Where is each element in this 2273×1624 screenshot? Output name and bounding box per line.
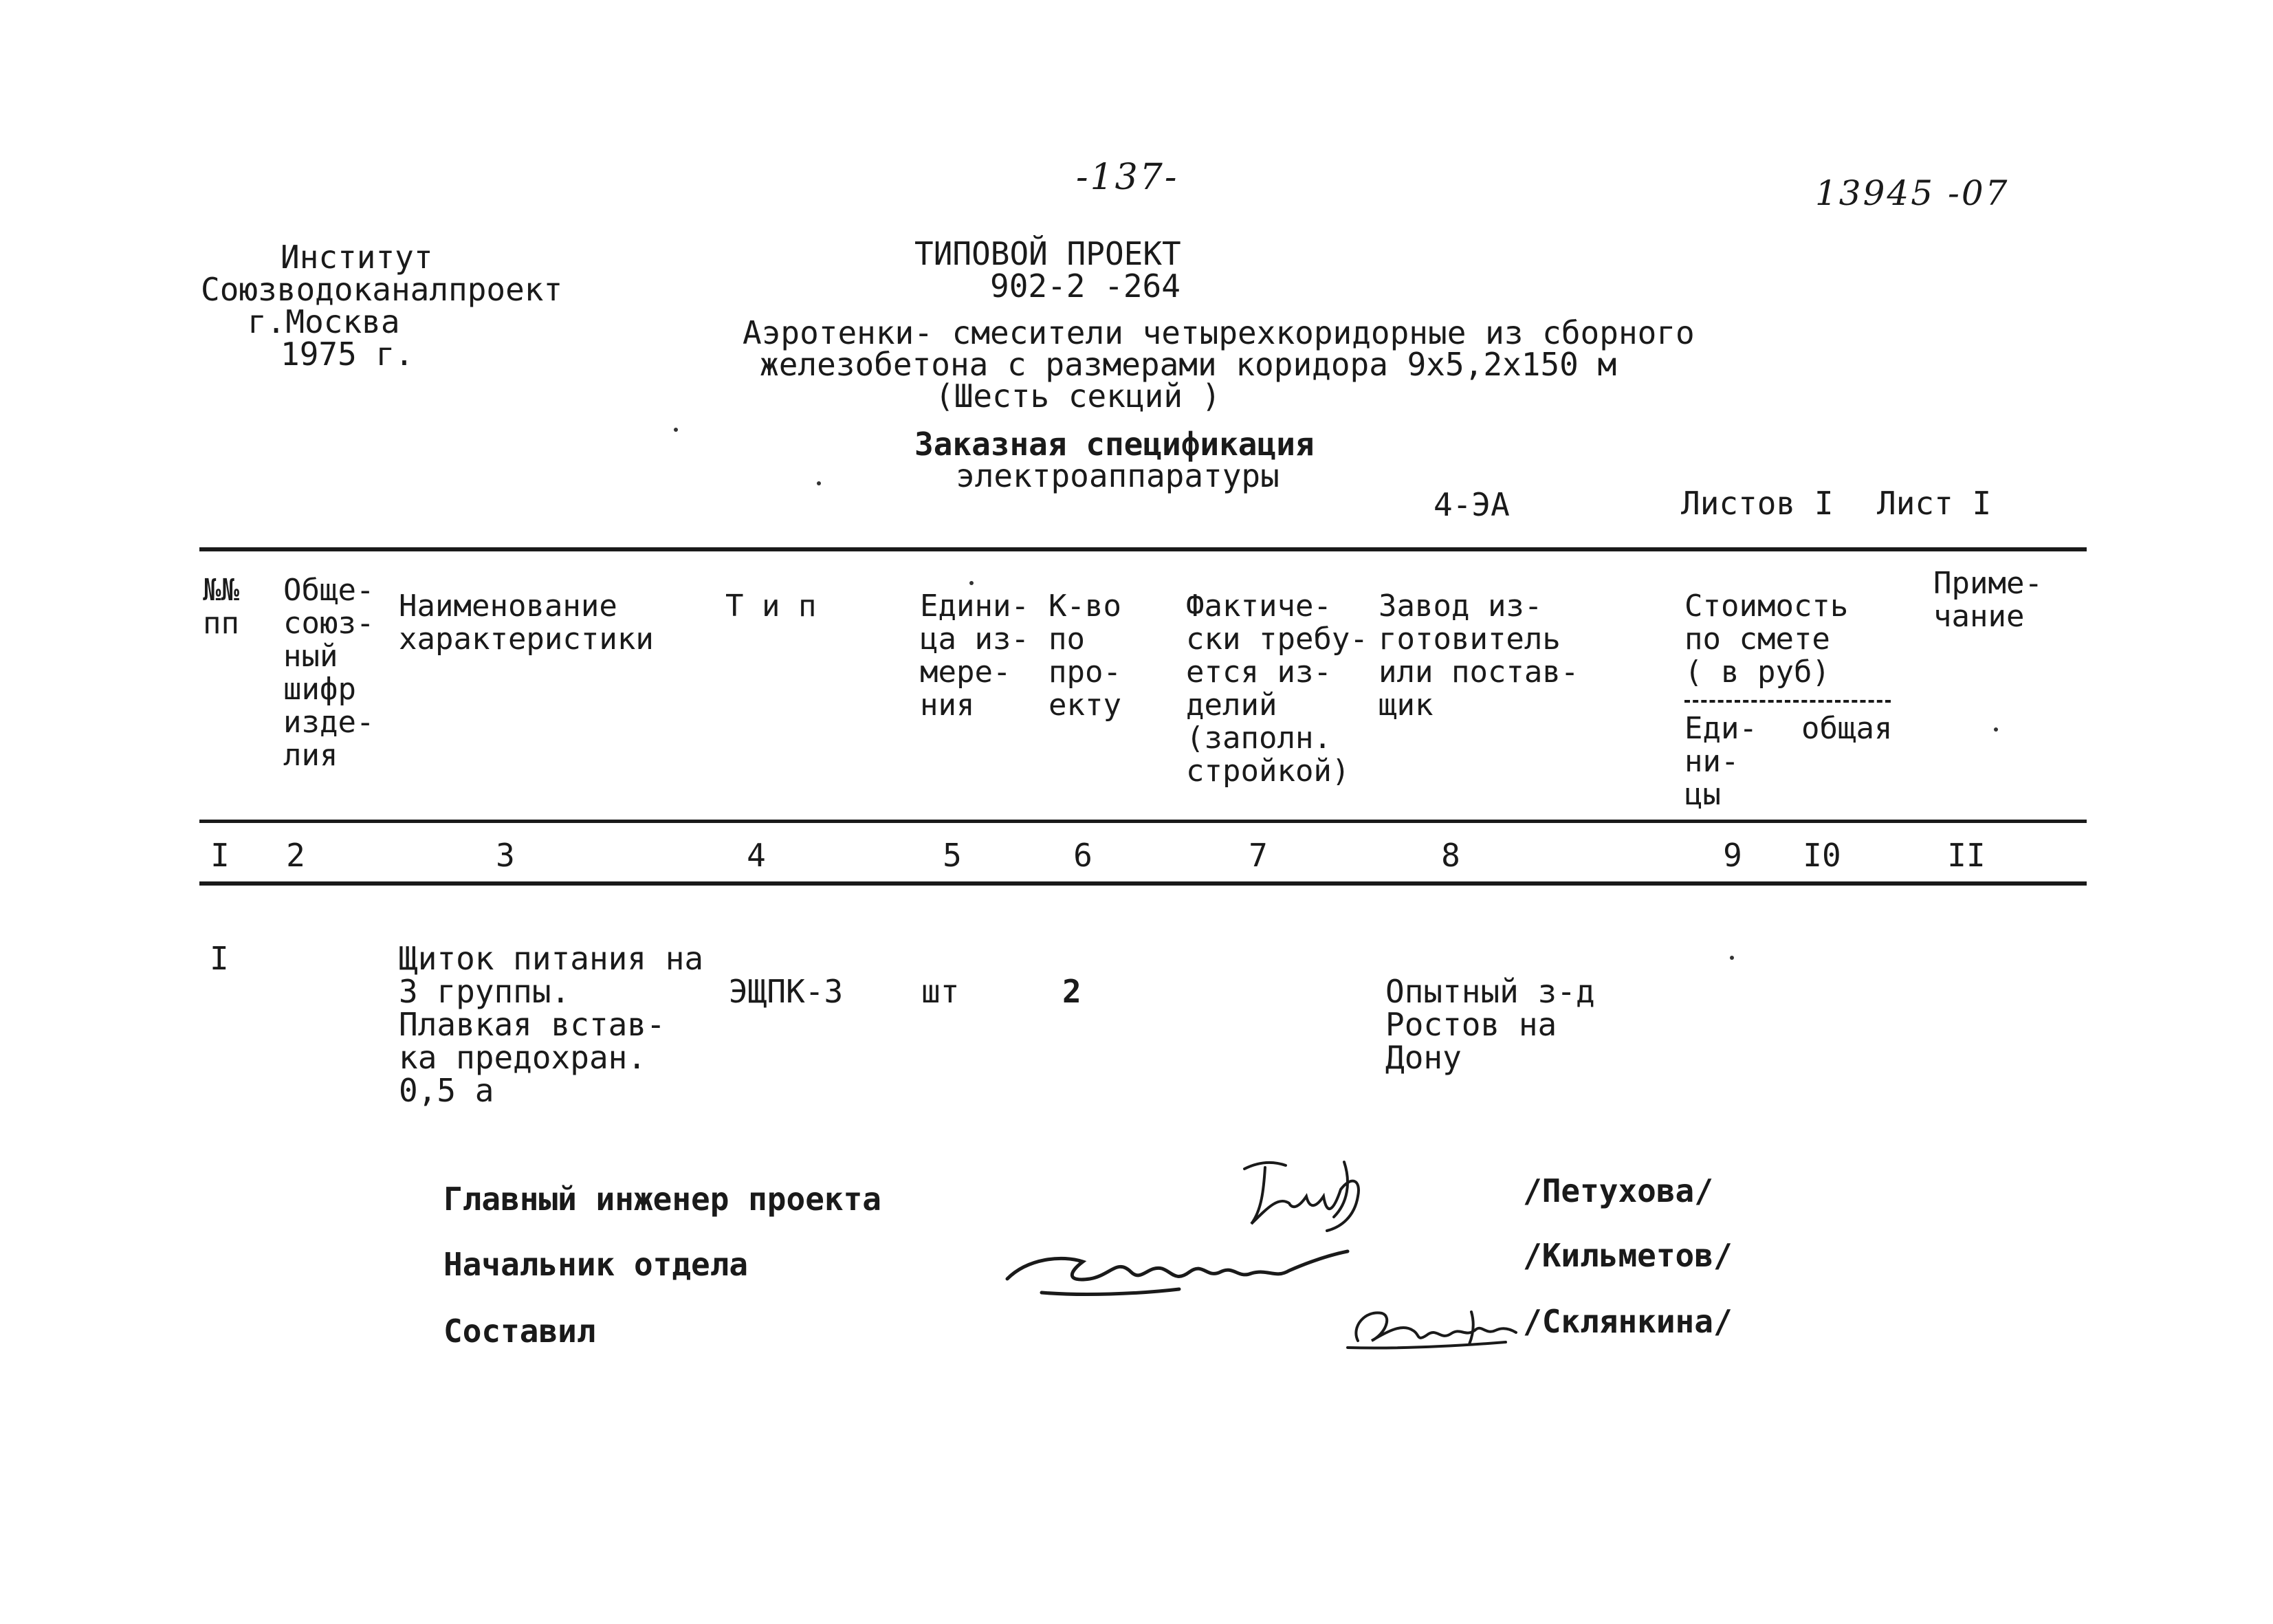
institute-line1: Институт: [281, 239, 433, 276]
project-label: ТИПОВОЙ ПРОЕКТ: [914, 235, 1181, 272]
column-number: 4: [747, 837, 766, 874]
handwritten-signature-compiler: [1337, 1293, 1523, 1358]
column-number: II: [1947, 837, 1986, 874]
spec-title-line2: электроаппаратуры: [956, 457, 1280, 494]
column-number: 3: [496, 837, 515, 874]
header-qty: К-во по про- екту: [1048, 589, 1121, 723]
column-number: I0: [1803, 837, 1841, 874]
row-num: I: [210, 940, 229, 977]
row-supplier: Опытный з-д Ростов на Дону: [1385, 973, 1595, 1076]
scan-speck: [1994, 727, 1998, 732]
header-price: Стоимость по смете ( в руб): [1684, 589, 1849, 690]
row-unit: шт: [921, 973, 960, 1010]
column-number: 7: [1249, 837, 1268, 874]
header-supplier: Завод из- готовитель или постав- щик: [1379, 589, 1579, 723]
row-qty: 2: [1062, 973, 1081, 1010]
institute-city: г.Москва: [248, 303, 400, 340]
scan-speck: [817, 481, 821, 485]
project-title-line1: Аэротенки- смесители четырехкоридорные из сборного: [743, 314, 1695, 351]
signature-role-compiler: Составил: [443, 1313, 596, 1350]
handwritten-signature-chief-engineer: [1231, 1141, 1389, 1244]
scan-speck: [674, 428, 678, 432]
column-numbers-rule: [199, 881, 2087, 886]
table-top-rule: [199, 547, 2087, 551]
row-type: ЭЩПК-3: [729, 973, 844, 1010]
header-unit: Едини- ца из- мере- ния: [920, 589, 1029, 723]
institute-name: Союзводоканалпроект: [201, 271, 563, 308]
header-type: Т и п: [725, 589, 817, 624]
scan-speck: [1730, 956, 1734, 960]
handwritten-signature-department-head: [1000, 1231, 1358, 1306]
header-price-unit: Еди- ни- цы: [1684, 711, 1757, 812]
signature-name-department-head: /Кильметов/: [1523, 1237, 1733, 1274]
scan-speck: [969, 581, 974, 585]
column-number: 8: [1441, 837, 1460, 874]
sheet-number: Лист I: [1877, 485, 1992, 522]
page-number: -137-: [1076, 157, 1179, 198]
header-code: Обще- союз- ный шифр изде- лия: [283, 573, 375, 773]
header-num: №№ пп: [203, 573, 239, 641]
column-number: 9: [1723, 837, 1742, 874]
header-name: Наименование характеристики: [399, 589, 654, 657]
project-number: 902-2 -264: [990, 267, 1181, 305]
header-price-total: общая: [1801, 711, 1893, 746]
project-title-line2: железобетона с размерами коридора 9х5,2х150 м: [760, 346, 1617, 383]
column-number: I: [210, 837, 230, 874]
archive-number: 13945 -07: [1815, 173, 2010, 213]
spec-title-line1: Заказная спецификация: [914, 426, 1315, 463]
row-name: Щиток питания на 3 группы. Плавкая встав- ка предохран. 0,5 а: [399, 940, 704, 1109]
signature-role-chief-engineer: Главный инженер проекта: [443, 1181, 881, 1218]
signature-name-chief-engineer: /Петухова/: [1523, 1172, 1713, 1209]
header-bottom-rule: [199, 820, 2087, 823]
header-actual: Фактиче- ски требу- ется из- делий (заполн. стройкой): [1186, 589, 1368, 789]
signature-role-department-head: Начальник отдела: [443, 1246, 749, 1283]
header-note: Приме- чание: [1933, 566, 2043, 634]
column-number: 6: [1073, 837, 1092, 874]
institute-year: 1975 г.: [281, 336, 414, 373]
column-number: 5: [943, 837, 962, 874]
column-number: 2: [286, 837, 305, 874]
sheets-total: Листов I: [1681, 485, 1834, 522]
project-title-line3: (Шесть секций ): [935, 377, 1221, 415]
signature-name-compiler: /Склянкина/: [1523, 1303, 1733, 1340]
price-subheader-rule: [1684, 700, 1891, 703]
spec-code: 4-ЭА: [1434, 486, 1510, 523]
